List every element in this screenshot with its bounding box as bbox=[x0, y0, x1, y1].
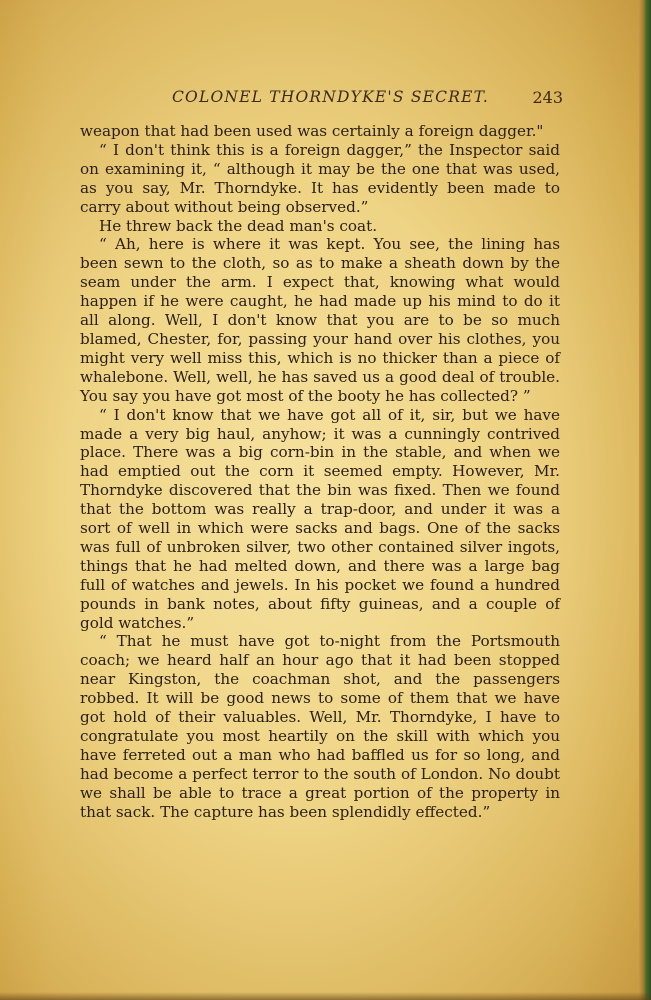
paragraph: “ I don't think this is a foreign dagger,” the Inspector said on examining it, “ although it may be the one that was used, as you say, Mr. Thorndyke. It has evidently been made to carry about without being observed.” bbox=[80, 140, 560, 216]
book-spine-edge bbox=[639, 0, 651, 1000]
paragraph: “ I don't know that we have got all of it, sir, but we have made a very big haul, anyhow; it was a cunningly contrived place. There was a big corn-bin in the stable, and when we had emptied out the corn it seemed empty. However, Mr. Thorndyke discovered that the bin was fixed. Then we found that the bottom was really a trap-door, and under it was a sort of well in which were sacks and bags. One of the sacks was full of unbroken silver, two other contained silver ingots, things that he had melted down, and there was a large bag full of watches and jewels. In his pocket we found a hundred pounds in bank notes, about fifty guineas, and a couple of gold watches.” bbox=[80, 405, 560, 632]
paragraph: “ Ah, here is where it was kept. You see, the lining has been sewn to the cloth, so as to make a sheath down by the seam under the arm. I expect that, knowing what would happen if he were caught, he had made up his mind to do it all along. Well, I don't know that you are to be so much blamed, Chester, for, passing your hand over his clothes, you might very well miss this, which is no thicker than a piece of whalebone. Well, well, he has saved us a good deal of trouble. You say you have got most of the booty he has collected? ” bbox=[80, 235, 560, 405]
page-bottom-shadow bbox=[0, 992, 651, 1000]
paragraph: “ That he must have got to-night from the Portsmouth coach; we heard half an hour ago that it had been stopped near Kingston, the coachman shot, and the passengers robbed. It will be good news to some of them that we have got hold of their valuables. Well, Mr. Thorndyke, I have to congratulate you most heartily on the skill with which you have ferreted out a man who had baffled us for so long, and had become a perfect terror to the south of London. No doubt we shall be able to trace a great portion of the property in that sack. The capture has been splendidly effected.” bbox=[80, 632, 560, 821]
page-header bbox=[80, 88, 563, 112]
running-title: COLONEL THORNDYKE'S SECRET. bbox=[172, 88, 489, 106]
page-number: 243 bbox=[532, 88, 563, 107]
paragraph: He threw back the dead man's coat. bbox=[99, 216, 378, 235]
paragraph: weapon that had been used was certainly a foreign dagger." bbox=[80, 122, 544, 140]
body-text bbox=[80, 122, 560, 822]
